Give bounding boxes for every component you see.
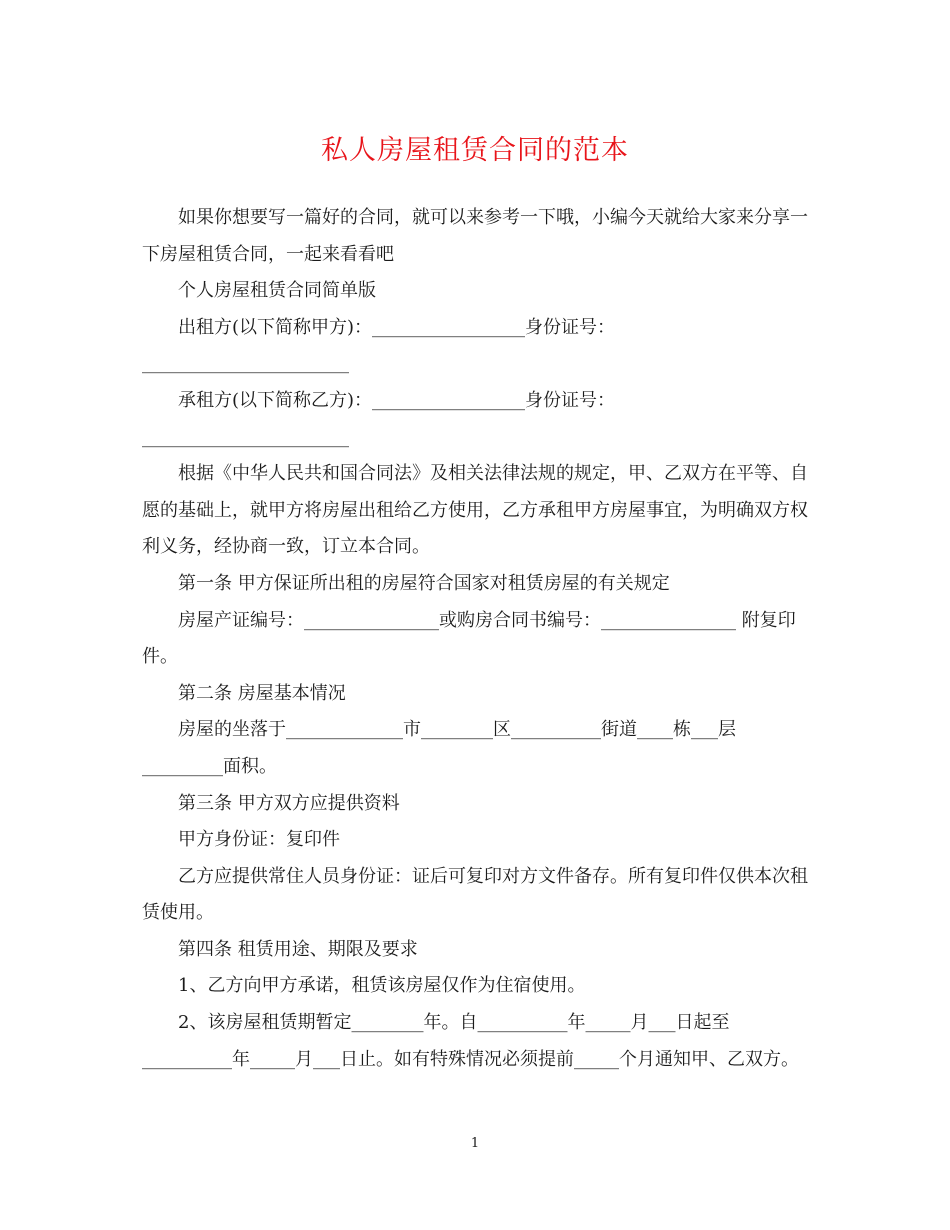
clause-2-term-continued: __________年_____月___日止。如有特殊情况必须提前_____个月通知甲、乙双方。 bbox=[142, 1048, 799, 1070]
lessor-id-blank: _______________________ bbox=[142, 353, 349, 375]
article-1-heading: 第一条 甲方保证所出租的房屋符合国家对租赁房屋的有关规定 bbox=[178, 572, 670, 594]
property-area-line: _________面积。 bbox=[142, 755, 277, 777]
clause-1-usage: 1、乙方向甲方承诺，租赁该房屋仅作为住宿使用。 bbox=[178, 975, 586, 997]
lessee-line: 承租方(以下简称乙方)：_________________身份证号： bbox=[178, 389, 616, 411]
article-3-heading: 第三条 甲方双方应提供资料 bbox=[178, 792, 400, 814]
contract-body bbox=[142, 200, 810, 1078]
article-2-heading: 第二条 房屋基本情况 bbox=[178, 682, 346, 704]
legal-basis-paragraph: 根据《中华人民共和国合同法》及相关法律法规的规定，甲、乙双方在平等、自愿的基础上，就甲方将房屋出租给乙方使用，乙方承租甲方房屋事宜，为明确双方权利义务，经协商一致，订立本合同。 bbox=[142, 463, 808, 558]
property-certificate-line: 房屋产证编号：_______________或购房合同书编号：_______________ 附复印件。 bbox=[142, 609, 796, 668]
intro-paragraph: 如果你想要写一篇好的合同，就可以来参考一下哦，小编今天就给大家来分享一下房屋租赁合同，一起来看看吧 bbox=[142, 207, 808, 265]
party-a-documents: 甲方身份证：复印件 bbox=[178, 829, 340, 851]
contract-subtitle: 个人房屋租赁合同简单版 bbox=[178, 280, 376, 302]
lessor-line: 出租方(以下简称甲方)：_________________身份证号： bbox=[178, 316, 616, 338]
page-title: 私人房屋租赁合同的范本 bbox=[321, 135, 629, 166]
property-location-line: 房屋的坐落于_____________市________区__________街道____栋___层 bbox=[178, 719, 736, 741]
clause-2-term: 2、该房屋租赁期暂定________年。自__________年_____月___日起至 bbox=[178, 1012, 730, 1034]
article-4-heading: 第四条 租赁用途、期限及要求 bbox=[178, 938, 418, 960]
page-number: 1 bbox=[470, 1136, 480, 1151]
lessee-id-blank: _______________________ bbox=[142, 426, 349, 448]
party-b-documents: 乙方应提供常住人员身份证：证后可复印对方文件备存。所有复印件仅供本次租赁使用。 bbox=[142, 865, 808, 924]
